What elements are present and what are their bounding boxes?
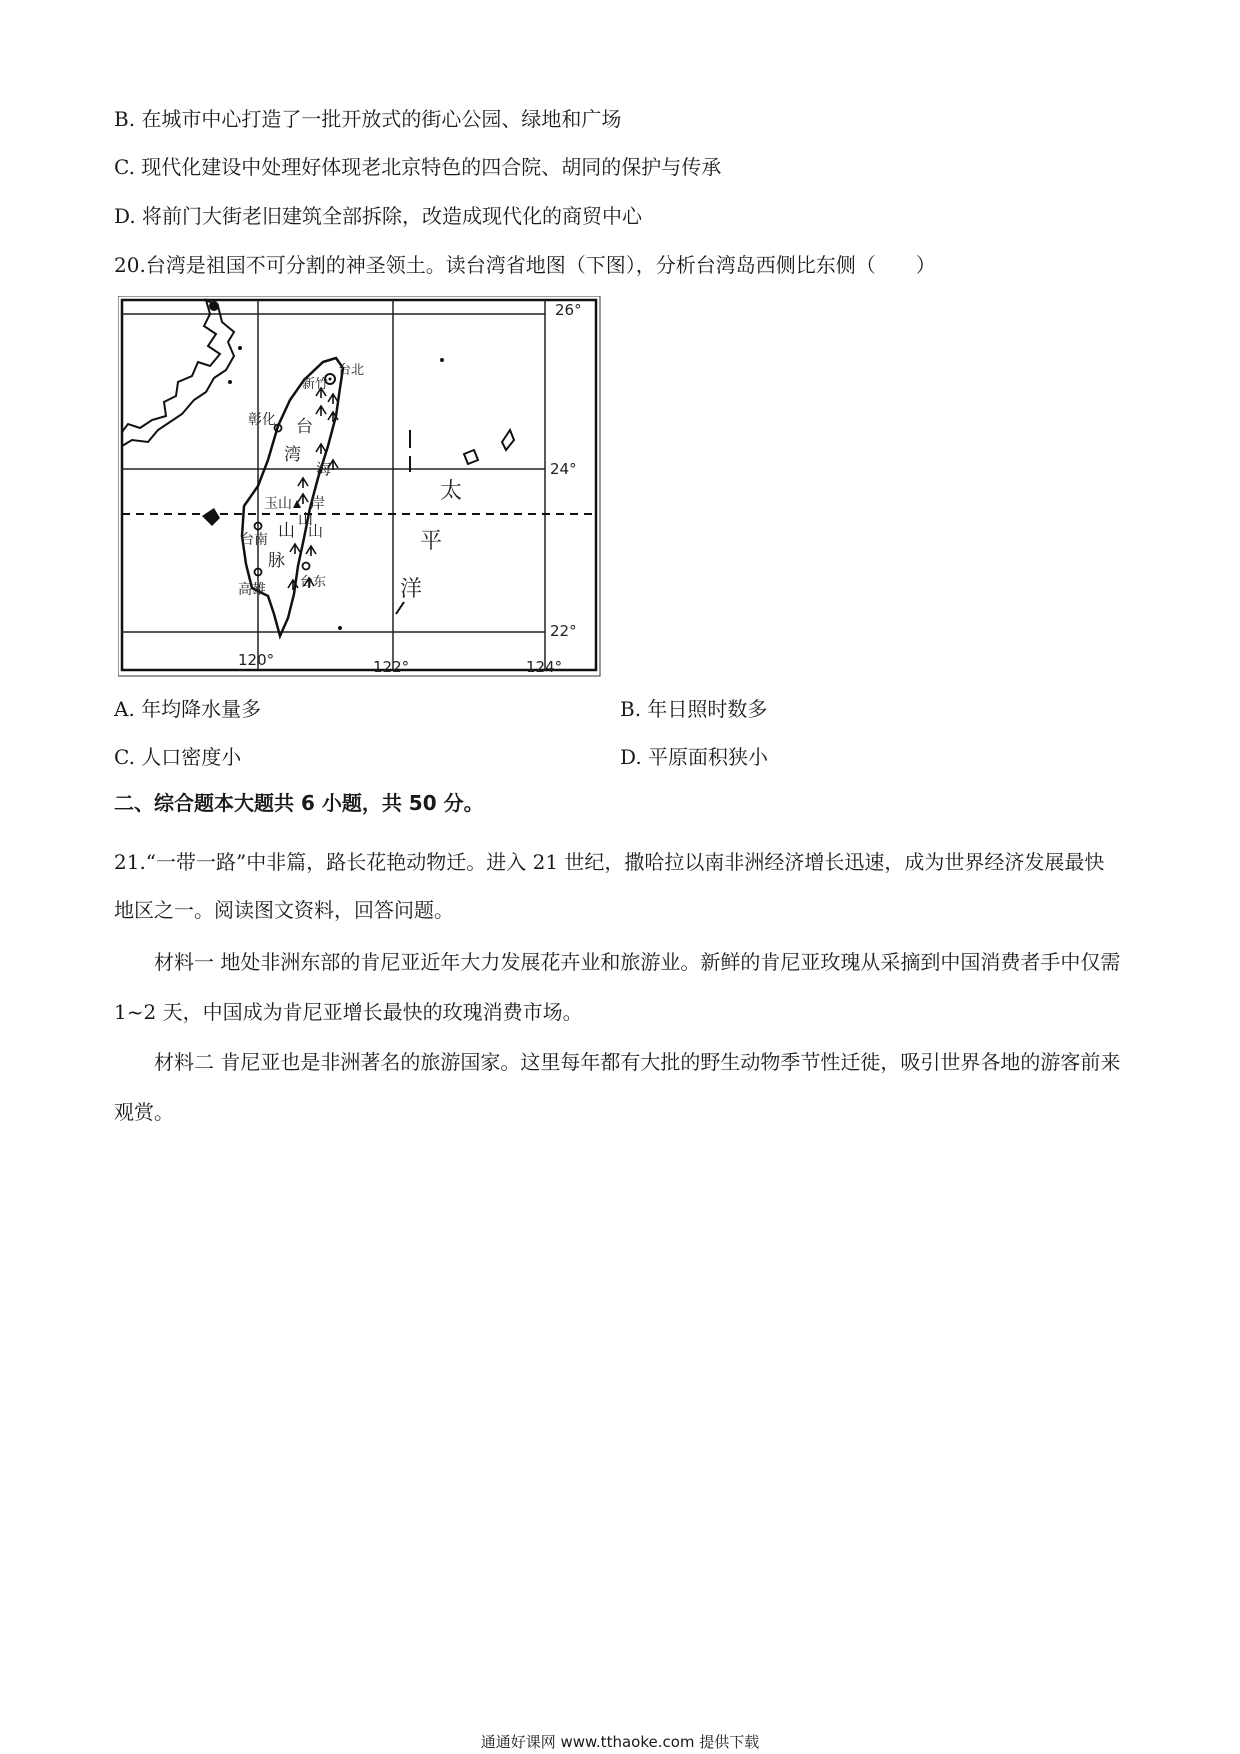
city-label-kaohsiung: 高雄 — [238, 582, 266, 598]
city-label-hsinchu: 新竹 — [302, 377, 329, 392]
city-label-taitung: 台东 — [300, 575, 327, 590]
range-char-5: 山 — [308, 522, 324, 540]
range-char-7: 脉 — [268, 551, 285, 571]
section-heading: 二、综合题本大题共 6 小题，共 50 分。 — [114, 791, 484, 815]
mountain-label-yushan: 玉山 — [264, 496, 292, 512]
lon-label-124: 124° — [526, 658, 563, 676]
taiwan-map — [118, 296, 602, 678]
option-d-prev: D. 将前门大街老旧建筑全部拆除，改造成现代化的商贸中心 — [114, 204, 643, 228]
lat-label-22: 22° — [550, 622, 577, 640]
ocean-char-1: 太 — [440, 479, 463, 504]
lat-label-24: 24° — [550, 460, 577, 478]
city-label-changhua: 彰化 — [248, 412, 276, 428]
range-char-2: 湾 — [284, 445, 301, 465]
option-b-q20: B. 年日照时数多 — [620, 697, 768, 721]
option-d-q20: D. 平原面积狭小 — [620, 745, 769, 769]
ocean-char-3: 洋 — [400, 577, 423, 602]
range-char-1: 台 — [296, 417, 313, 437]
range-char-6: 山 — [278, 521, 295, 541]
ocean-char-2: 平 — [420, 529, 443, 554]
city-label-tainan: 台南 — [240, 532, 268, 548]
range-char-4: 岸 — [310, 494, 326, 512]
lat-label-26: 26° — [555, 301, 582, 319]
option-c-prev: C. 现代化建设中处理好体现老北京特色的四合院、胡同的保护与传承 — [114, 155, 722, 179]
question-20-stem: 20.台湾是祖国不可分割的神圣领土。读台湾省地图（下图），分析台湾岛西侧比东侧（ ） — [114, 253, 936, 277]
footer-source: 通通好课网 www.tthaoke.com 提供下载 — [480, 1733, 760, 1751]
question-21-stem: 21.“一带一路”中非篇，路长花艳动物迁。进入 21 世纪，撒哈拉以南非洲经济增长迅速，成为世界经济发展最快 地区之一。阅读图文资料，回答问题。 — [114, 850, 1125, 922]
option-c-q20: C. 人口密度小 — [114, 745, 242, 769]
lon-label-122: 122° — [373, 658, 410, 676]
option-a-q20: A. 年均降水量多 — [114, 697, 262, 721]
material-1: 材料一 地处非洲东部的肯尼亚近年大力发展花卉业和旅游业。新鲜的肯尼亚玫瑰从采摘到中国消费者手中仅需 1~2 天，中国成为肯尼亚增长最快的玫瑰消费市场。 — [114, 950, 1121, 1024]
material-2: 材料二 肯尼亚也是非洲著名的旅游国家。这里每年都有大批的野生动物季节性迁徙，吸引世界各地的游客前来观赏。 — [114, 1050, 1121, 1124]
option-b-prev: B. 在城市中心打造了一批开放式的街心公园、绿地和广场 — [114, 107, 622, 131]
range-char-3: 海 — [316, 460, 332, 478]
range-char-8: 山 — [298, 510, 314, 528]
city-label-taipei: 台北 — [338, 363, 365, 378]
lon-label-120: 120° — [238, 651, 275, 669]
